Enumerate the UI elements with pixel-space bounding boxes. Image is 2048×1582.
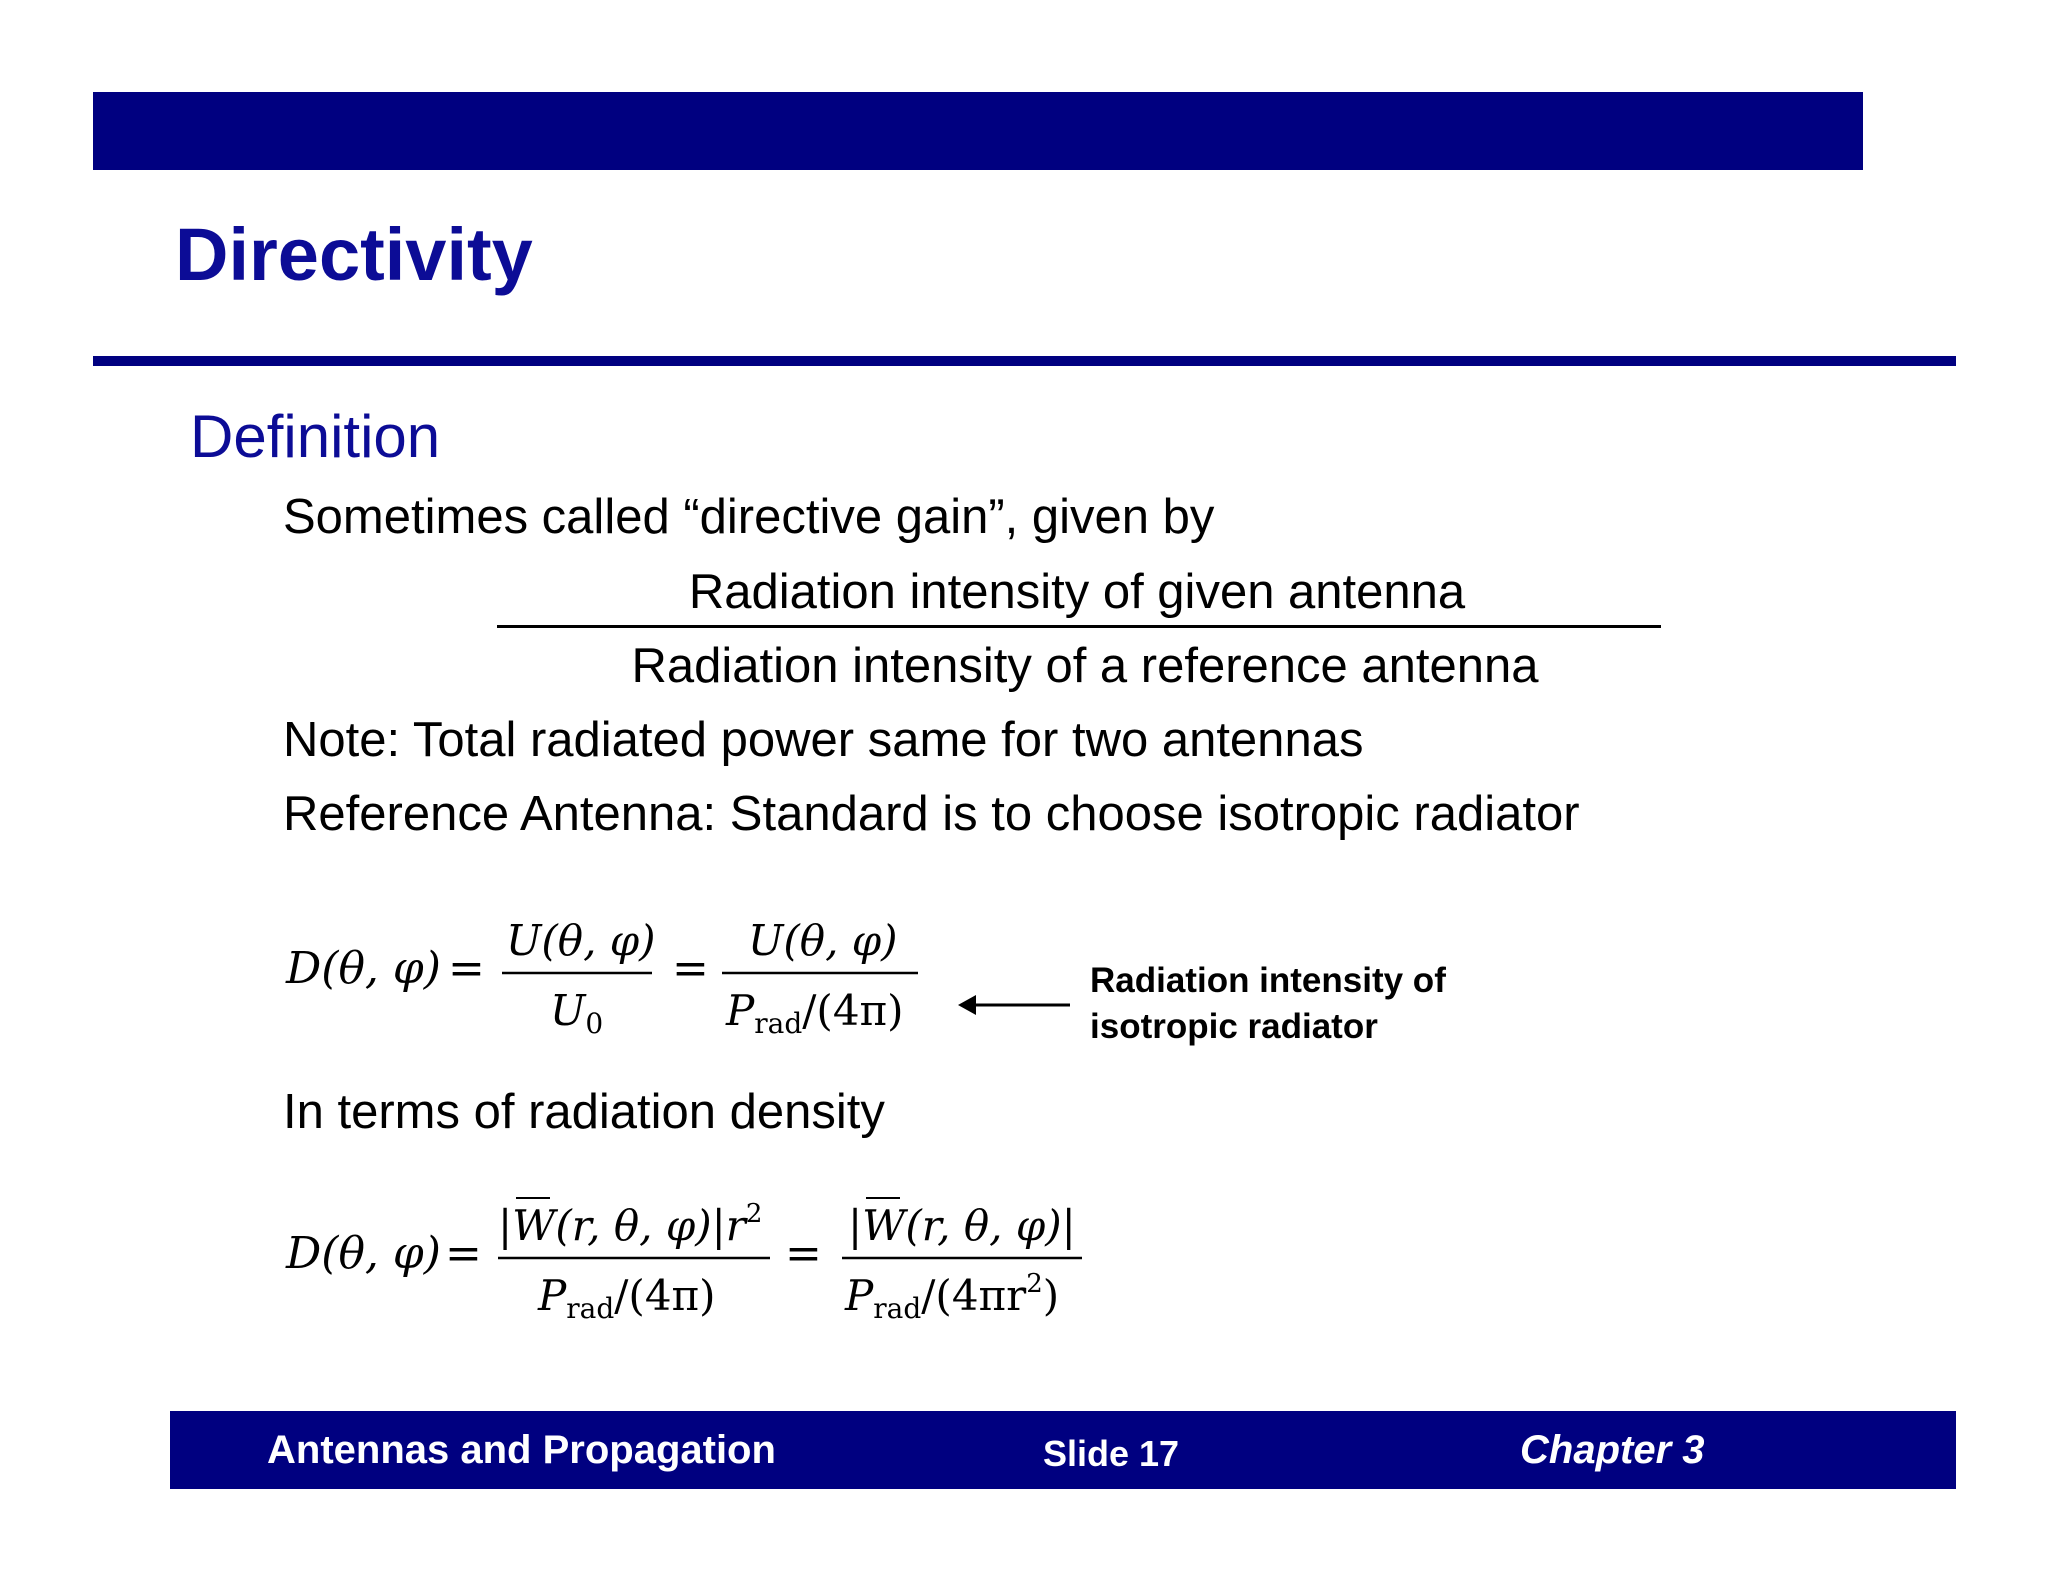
header-bar	[93, 92, 1863, 170]
eq2-frac2-numerator: |W(r, θ, φ)|	[848, 1201, 1076, 1250]
intro-text: Sometimes called “directive gain”, given by	[283, 490, 1215, 544]
footer-bar	[170, 1411, 1956, 1489]
eq1-frac1-denominator: U0	[550, 986, 604, 1040]
ratio-denominator: Radiation intensity of a reference antenna	[631, 639, 1539, 693]
eq2-frac2-denominator: Prad/$(4\pi r^2)$	[845, 1269, 1060, 1325]
footer-chapter: Chapter 3	[1520, 1428, 1705, 1472]
ratio-numerator: Radiation intensity of given antenna	[688, 565, 1466, 619]
eq1-lhs: D(θ, φ)	[286, 943, 441, 994]
eq2-frac1-numerator: |W(r, θ, $\varphi)|r^2$	[498, 1199, 763, 1250]
reference-text: Reference Antenna: Standard is to choose isotropic radiator	[283, 787, 1580, 841]
ratio-fraction-bar	[497, 625, 1661, 628]
eq1-frac2-denominator: Prad/(4π)	[726, 986, 904, 1040]
slide-title: Directivity	[175, 213, 533, 296]
eq1-equals-2: =	[672, 943, 709, 994]
footer-slide-number: Slide 17	[1043, 1433, 1180, 1474]
density-label: In terms of radiation density	[283, 1085, 885, 1139]
title-divider	[93, 356, 1956, 366]
density-equation	[280, 1190, 1100, 1340]
eq1-frac2-numerator: U(θ, φ)	[748, 916, 898, 965]
directivity-equation	[280, 905, 940, 1055]
annotation-line-2: isotropic radiator	[1090, 1007, 1378, 1046]
eq2-lhs: D(θ, φ)	[286, 1228, 441, 1279]
section-heading: Definition	[190, 403, 441, 470]
eq1-equals-1: =	[448, 943, 485, 994]
eq1-frac1-numerator: U(θ, φ)	[506, 916, 656, 965]
eq2-frac1-denominator: Prad/(4π)	[538, 1271, 716, 1325]
eq2-equals-1: =	[445, 1228, 482, 1279]
note-text: Note: Total radiated power same for two antennas	[283, 713, 1364, 767]
isotropic-annotation	[1090, 958, 1446, 1050]
annotation-line-1: Radiation intensity of	[1090, 961, 1446, 1000]
eq2-equals-2: =	[785, 1228, 822, 1279]
arrow-left-icon	[958, 990, 1073, 1020]
footer-course: Antennas and Propagation	[267, 1428, 776, 1472]
